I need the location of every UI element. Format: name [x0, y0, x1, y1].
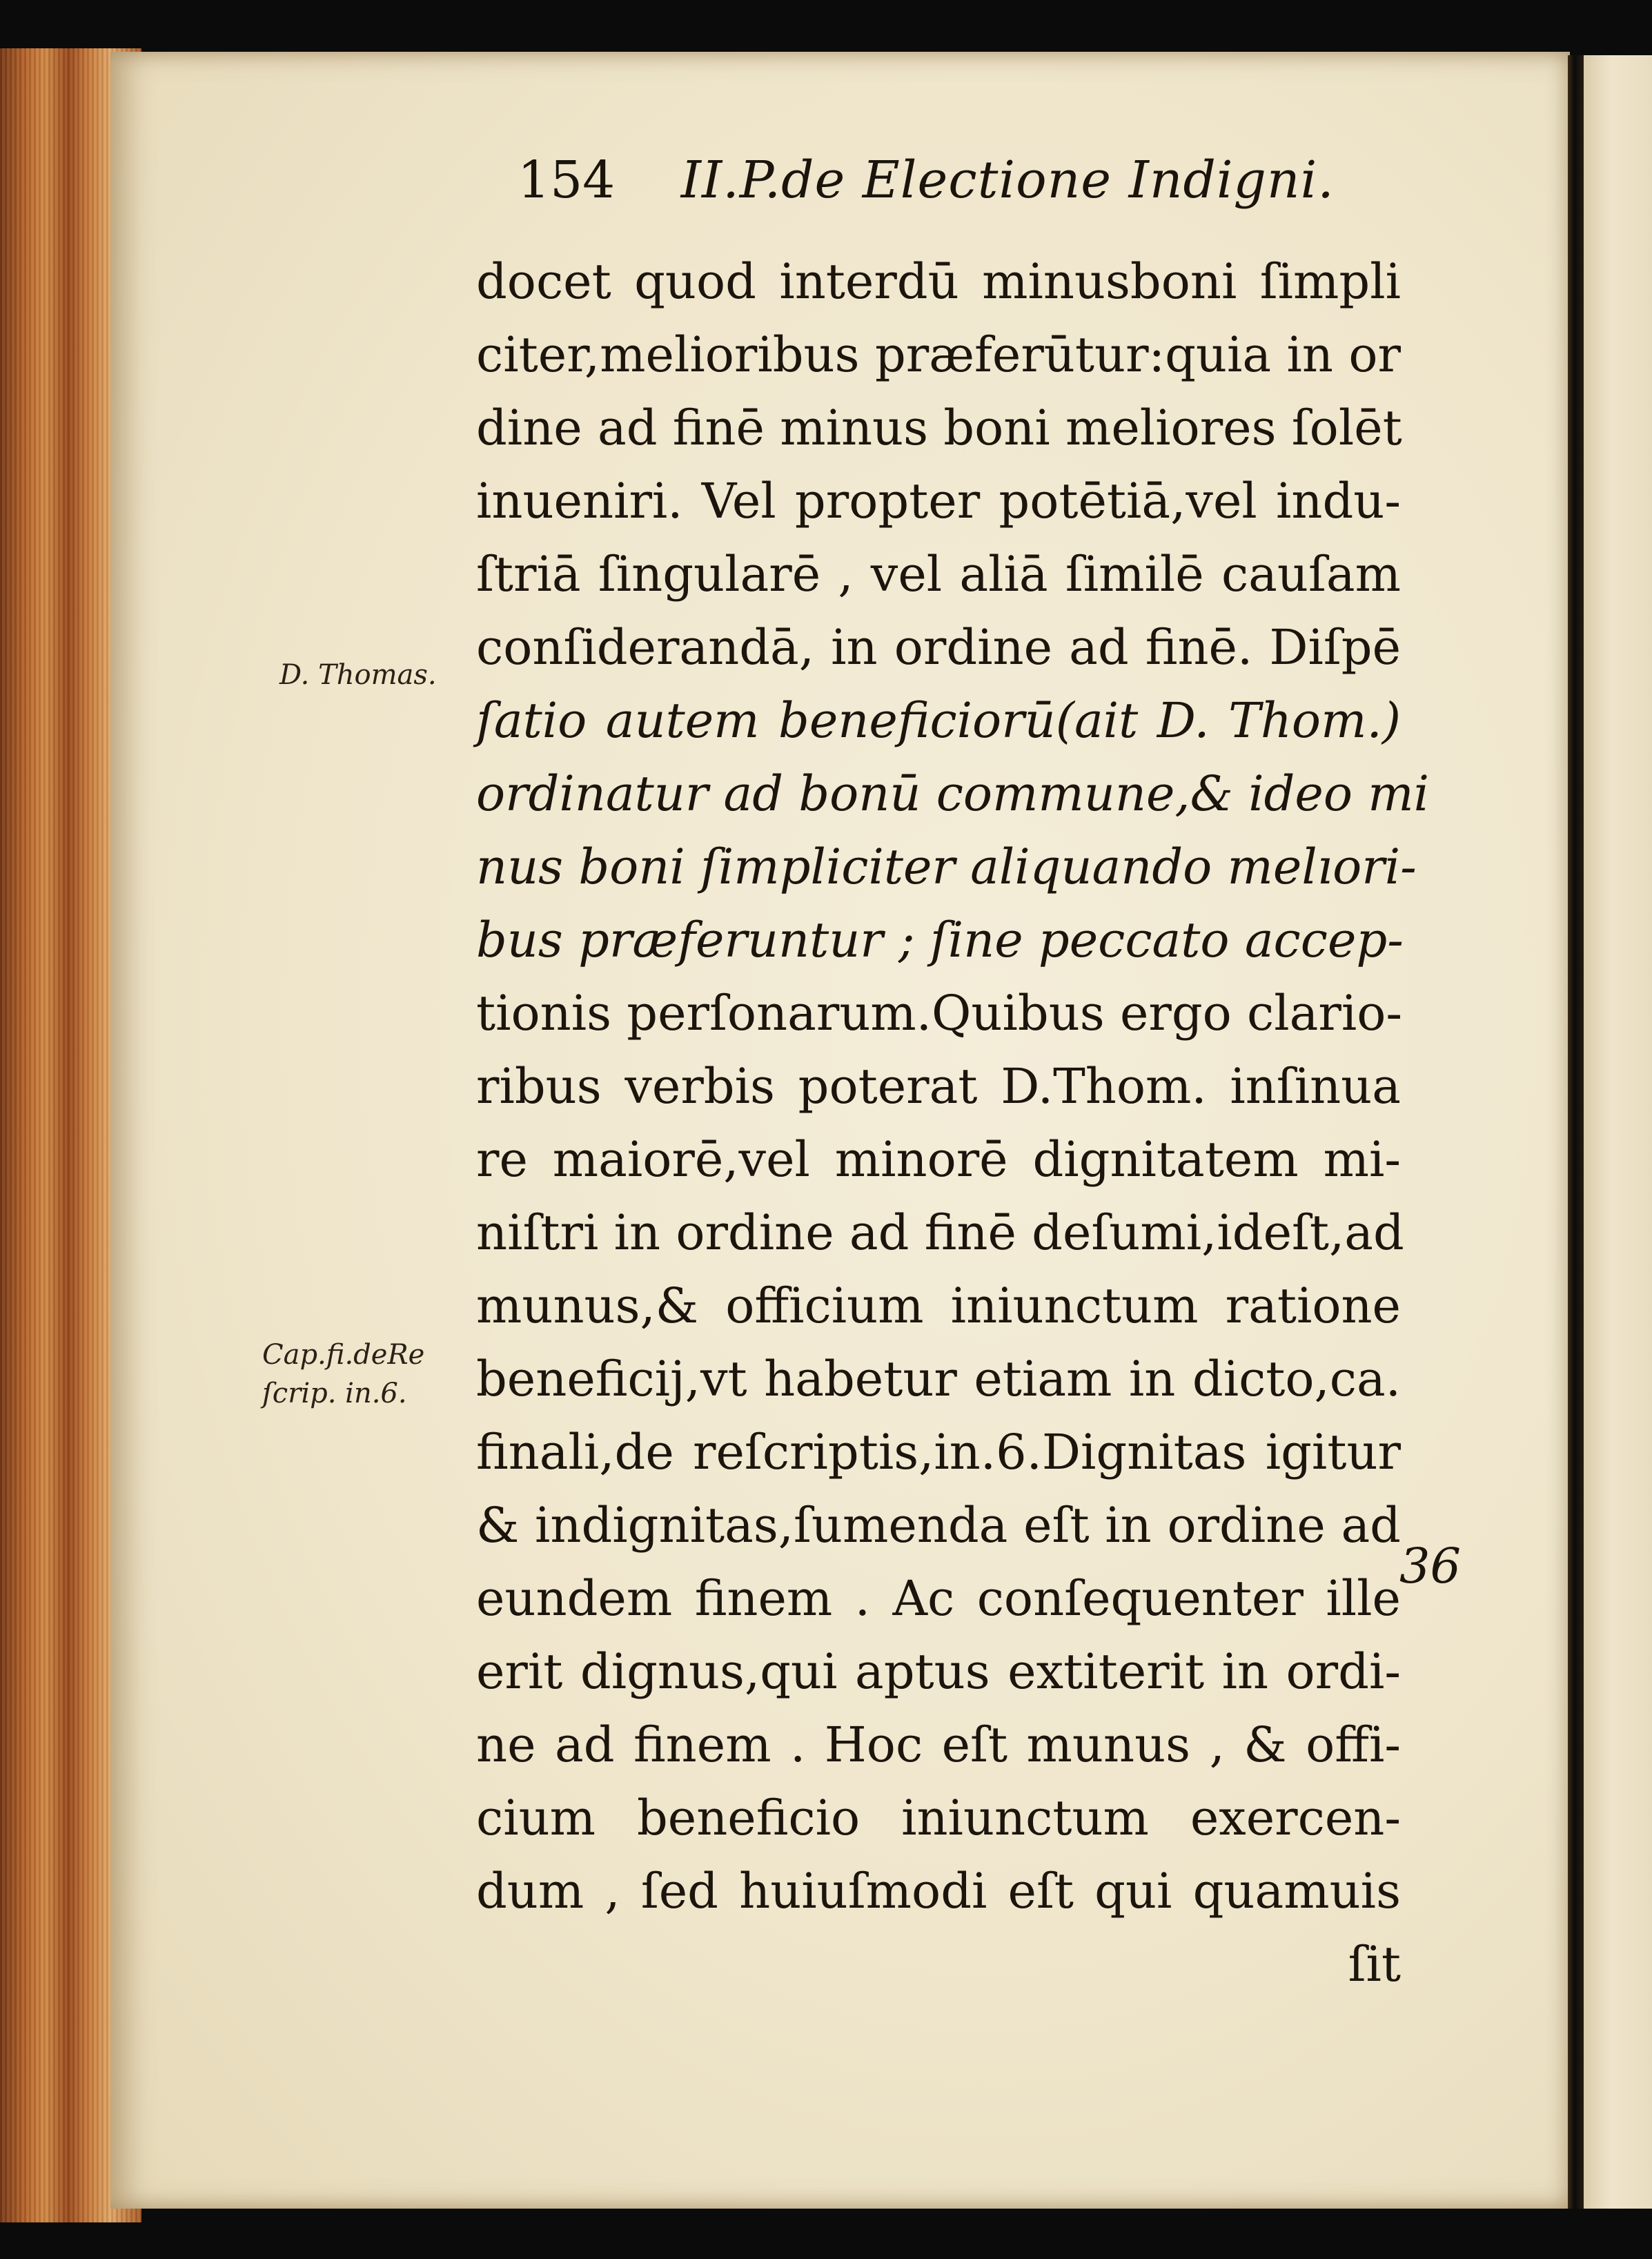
text-line: cium beneficio iniunctum exercen-: [476, 1790, 1401, 1846]
text-line: inueniri. Vel propter potētiā,vel indu-: [476, 473, 1401, 529]
body-text: [476, 245, 1429, 2001]
text-line: nus boni ſimpliciter aliquando melıori-: [476, 839, 1417, 895]
page-number: 154: [518, 150, 616, 210]
signature-mark: 36: [1399, 1538, 1462, 1594]
text-line: eundem finem . Ac conſequenter ille: [476, 1570, 1401, 1627]
text-line: conſiderandā, in ordine ad finē. Diſpē: [476, 619, 1401, 676]
marginal-note-reference: [262, 1336, 424, 1413]
marginal-note-line: ſcrip. in.6.: [262, 1378, 407, 1409]
text-line: niſtri in ordine ad finē deſumi,ideſt,ad: [476, 1204, 1404, 1261]
text-line: dine ad finē minus boni meliores ſolēt: [476, 400, 1402, 456]
text-line: & indignitas,ſumenda eſt in ordine ad: [476, 1497, 1401, 1554]
text-line: dum , ſed huiuſmodi eſt qui quamuis: [476, 1863, 1401, 1919]
text-line: citer,melioribus præferūtur:quia in or: [476, 326, 1401, 383]
marginal-note-line: Cap.fi.deRe: [262, 1339, 425, 1371]
text-line: ordinatur ad bonū commune,& ideo mi: [476, 765, 1429, 822]
text-line: munus,& officium iniunctum ratione: [476, 1278, 1401, 1334]
text-line: re maiorē,vel minorē dignitatem mi-: [476, 1131, 1401, 1188]
catchword: ſit: [1348, 1936, 1401, 1993]
text-line: ſtriā ſingularē , vel aliā ſimilē cauſam: [476, 546, 1401, 603]
text-line: bus præferuntur ; ſine peccato accep-: [476, 912, 1404, 968]
text-line: tionis perſonarum.Quibus ergo clario-: [476, 985, 1403, 1042]
text-line: ſatio autem beneficiorū(ait D. Thom.): [476, 692, 1401, 749]
marginal-note-thomas: D. Thomas.: [279, 659, 437, 691]
text-line: ne ad finem . Hoc eſt munus , & offi-: [476, 1717, 1401, 1773]
facing-page-edge: [1584, 55, 1652, 2209]
text-line: ribus verbis poterat D.Thom. inſinua: [476, 1058, 1401, 1115]
text-line: finali,de reſcriptis,in.6.Dignitas igitur: [476, 1424, 1401, 1480]
text-line: beneficij,vt habetur etiam in dicto,ca.: [476, 1351, 1401, 1407]
text-line: docet quod interdū minusboni ſimpli: [476, 253, 1401, 310]
running-title: II.P.de Electione Indigni.: [680, 150, 1335, 210]
text-line: erit dignus,qui aptus extiterit in ordi-: [476, 1643, 1401, 1700]
running-head: [518, 150, 1484, 226]
page-gutter: [1568, 55, 1584, 2209]
